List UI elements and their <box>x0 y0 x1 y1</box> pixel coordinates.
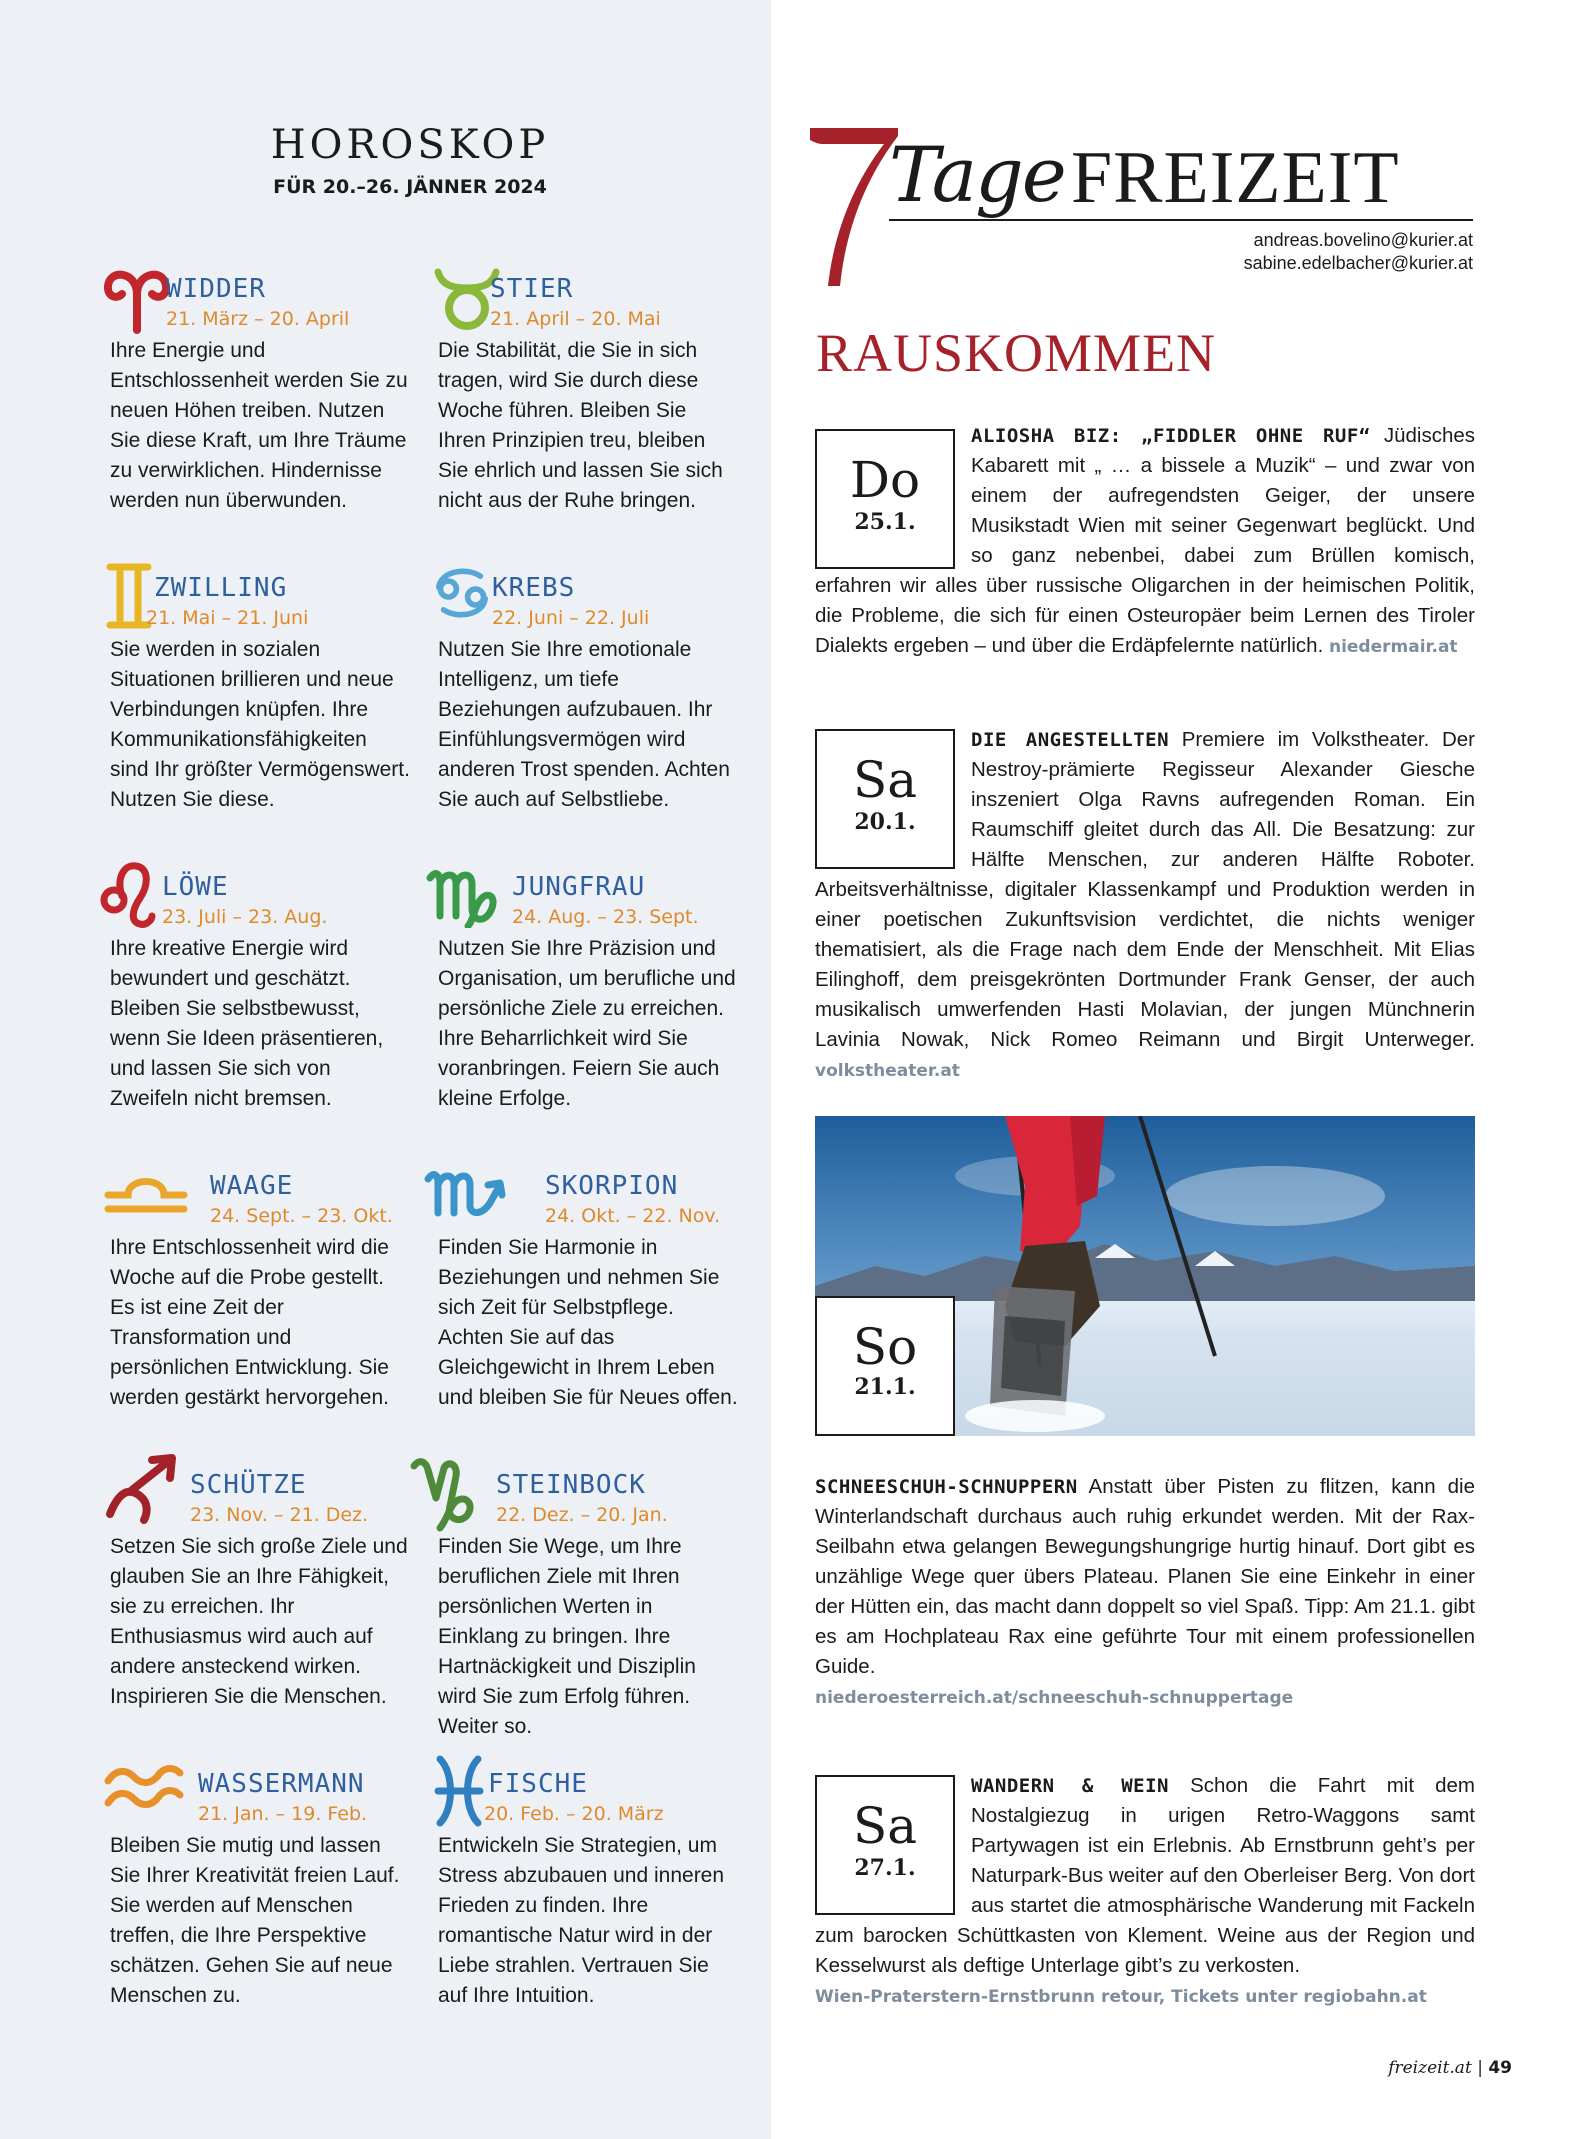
sign-text: Ihre Entschlossenheit wird die Woche auf die Probe gestellt. Es ist eine Zeit der Transformation und persönlichen Entwicklung. Sie werden gestärkt hervorgehen. <box>110 1236 389 1409</box>
sign-text: Nutzen Sie Ihre emotionale Intelligenz, um tiefe Beziehungen aufzubauen. Ihr Einfühlungsvermögen wird anderen Trost spenden. Achten Sie auch auf Selbstliebe. <box>438 638 730 811</box>
event-aliosha-biz <box>815 421 1475 662</box>
section-title: RAUSKOMMEN <box>816 323 1217 383</box>
sign-dates: 21. Mai – 21. Juni <box>146 607 309 629</box>
sign-name: LÖWE <box>162 872 229 902</box>
cancer-icon <box>434 565 490 621</box>
event-link[interactable]: niedermair.at <box>1328 637 1458 657</box>
capricorn-icon <box>410 1454 476 1534</box>
logo-rule <box>889 219 1473 221</box>
sign-dates: 21. Jan. – 19. Feb. <box>198 1803 368 1825</box>
event-text: Jüdisches Kabarett mit „ … a bissele a Muzik“ – und zwar von einem der aufregendsten Geiger, der unsere Musikstadt Wien mit seiner Gegenwart beglückt. Und so ganz nebenbei, dabei zum Brüllen komisch, erfahren wir alles über russische Oligarchen in der heimischen Politik, die Probleme, die sich für einen Osteuropäer beim Lernen des Tiroler Dialekts ergeben – und über die Erdäpfelernte natürlich. <box>815 424 1475 657</box>
sign-name: JUNGFRAU <box>512 872 646 902</box>
date-day: Sa <box>852 751 918 809</box>
sign-skorpion <box>438 1159 738 1419</box>
sign-name: FISCHE <box>488 1769 588 1799</box>
sign-text: Finden Sie Wege, um Ihre beruflichen Ziele mit Ihren persönlichen Werten in Einklang zu bringen. Ihre Hartnäckigkeit und Disziplin wird Sie zum Erfolg führen. Weiter so. <box>438 1535 696 1738</box>
event-link[interactable]: niederoesterreich.at/schneeschuh-schnuppertage <box>815 1688 1294 1708</box>
date-box <box>815 729 955 869</box>
page-number: 49 <box>1488 2058 1512 2078</box>
sign-name: SCHÜTZE <box>190 1470 307 1500</box>
event-wandern-wein <box>815 1771 1475 2012</box>
logo-tage: Tage <box>889 130 1065 219</box>
horoscope-title: HOROSKOP <box>270 122 550 168</box>
scorpio-icon <box>424 1167 508 1219</box>
sign-dates: 22. Dez. – 20. Jan. <box>496 1504 668 1526</box>
page-footer <box>1388 2058 1512 2078</box>
virgo-icon <box>426 864 502 928</box>
sign-dates: 21. April – 20. Mai <box>490 308 661 330</box>
date-number: 21.1. <box>854 1374 916 1400</box>
sign-widder <box>110 262 410 522</box>
footer-separator: | <box>1477 2058 1483 2078</box>
sign-dates: 24. Okt. – 22. Nov. <box>545 1205 721 1227</box>
date-day: So <box>852 1318 918 1376</box>
event-text: Anstatt über Pisten zu flitzen, kann die Winterlandschaft durchaus auch ruhig erkundet werden. Mit der Rax-Seilbahn etwa gelangen Bewegungshungrige hurtig hinauf. Dort gibt es unzählige Wege quer übers Plateau. Planen Sie eine Einkehr in einer der Hütten ein, das macht dann doppelt so viel Spaß. Tipp: Am 21.1. gibt es am Hochplateau Rax eine geführte Tour mit einem professionellen Guide. <box>815 1475 1475 1678</box>
event-link[interactable]: Wien-Praterstern-Ernstbrunn retour, Tickets unter regiobahn.at <box>815 1987 1427 2007</box>
sign-text: Ihre Energie und Entschlossenheit werden Sie zu neuen Höhen treiben. Nutzen Sie diese Kraft, um Ihre Träume zu verwirklichen. Hindernisse werden nun überwunden. <box>110 339 408 512</box>
date-day: Sa <box>852 1797 918 1855</box>
sign-stier <box>438 262 738 522</box>
sign-dates: 24. Sept. – 23. Okt. <box>210 1205 393 1227</box>
aries-icon <box>102 264 172 334</box>
sign-dates: 21. März – 20. April <box>166 308 350 330</box>
logo-seven <box>806 118 901 293</box>
snowshoe-photo <box>815 1116 1475 1436</box>
libra-icon <box>104 1167 188 1213</box>
event-heading: ALIOSHA BIZ: „FIDDLER OHNE RUF“ <box>971 425 1371 447</box>
date-number: 27.1. <box>854 1855 916 1881</box>
sign-dates: 24. Aug. – 23. Sept. <box>512 906 699 928</box>
date-box <box>815 1775 955 1915</box>
event-die-angestellten <box>815 725 1475 1086</box>
sign-name: WIDDER <box>166 274 266 304</box>
sign-text: Setzen Sie sich große Ziele und glauben Sie an Ihre Fähigkeit, sie zu erreichen. Ihr Enthusiasmus wird auch auf andere ansteckend wirken. Inspirieren Sie die Menschen. <box>110 1535 408 1708</box>
sign-name: STIER <box>490 274 574 304</box>
sign-dates: 23. Nov. – 21. Dez. <box>190 1504 369 1526</box>
logo-seven-text <box>806 118 807 119</box>
date-number: 25.1. <box>854 509 916 535</box>
sign-dates: 23. Juli – 23. Aug. <box>162 906 328 928</box>
horoscope-subtitle: FÜR 20.–26. JÄNNER 2024 <box>273 176 547 198</box>
sign-name: KREBS <box>492 573 576 603</box>
sign-text: Ihre kreative Energie wird bewundert und geschätzt. Bleiben Sie selbstbewusst, wenn Sie Ideen präsentieren, und lassen Sie sich von Zweifeln nicht bremsen. <box>110 937 384 1110</box>
sign-fische <box>438 1757 738 2017</box>
sign-name: WASSERMANN <box>198 1769 365 1799</box>
sign-krebs <box>438 561 738 821</box>
event-text: Schon die Fahrt mit dem Nostalgiezug in urigen Retro-Waggons samt Partywagen ist ein Erlebnis. Ab Ernstbrunn geht’s per Naturpark-Bus weiter auf den Oberleiser Berg. Von dort aus startet die atmosphärische Wanderung mit Fackeln zum barocken Schüttkasten von Klement. Weine aus der Region und Kesselwurst als deftige Unterlage gibt’s zu verkosten. <box>815 1774 1476 1977</box>
event-heading: DIE ANGESTELLTEN <box>971 729 1170 751</box>
sign-name: SKORPION <box>545 1171 679 1201</box>
sign-name: ZWILLING <box>154 573 288 603</box>
logo-freizeit: FREIZEIT <box>1071 137 1400 219</box>
sign-text: Die Stabilität, die Sie in sich tragen, wird Sie durch diese Woche führen. Bleiben Sie Ihren Prinzipien treu, bleiben Sie ehrlich und lassen Sie sich nicht aus der Ruhe bringen. <box>438 339 723 512</box>
sign-text: Sie werden in sozialen Situationen brillieren und neue Verbindungen knüpfen. Ihre Kommunikationsfähigkeiten sind Ihr größter Vermögenswert. Nutzen Sie diese. <box>110 638 410 811</box>
author-email-1[interactable]: andreas.bovelino@kurier.at <box>1253 230 1473 250</box>
sign-schuetze <box>110 1458 410 1718</box>
sagittarius-icon <box>104 1450 180 1526</box>
sign-steinbock <box>438 1458 738 1738</box>
sign-jungfrau <box>438 860 738 1120</box>
sign-wassermann <box>110 1757 410 2017</box>
sign-name: STEINBOCK <box>496 1470 646 1500</box>
author-email-2[interactable]: sabine.edelbacher@kurier.at <box>1243 253 1473 273</box>
event-schneeschuh <box>815 1472 1475 1713</box>
sign-dates: 20. Feb. – 20. März <box>484 1803 664 1825</box>
sign-text: Finden Sie Harmonie in Beziehungen und nehmen Sie sich Zeit für Selbstpflege. Achten Sie auf das Gleichgewicht in Ihrem Leben und bleiben Sie für Neues offen. <box>438 1236 738 1409</box>
leo-icon <box>100 860 158 930</box>
sign-zwilling <box>110 561 410 821</box>
event-heading: SCHNEESCHUH-SCHNUPPERN <box>815 1476 1078 1498</box>
footer-site[interactable]: freizeit.at <box>1388 2058 1472 2078</box>
date-box <box>815 429 955 569</box>
aquarius-icon <box>104 1763 184 1813</box>
sign-waage <box>110 1159 410 1419</box>
sign-name: WAAGE <box>210 1171 294 1201</box>
date-day: Do <box>849 451 921 509</box>
freizeit-column <box>771 0 1593 2139</box>
horoscope-column <box>0 0 771 2139</box>
event-text: Premiere im Volkstheater. Der Nestroy-prämierte Regisseur Alexander Giesche inszeniert Olga Ravns aufregenden Roman. Ein Raumschiff gleitet durch das All. Die Besatzung: zur Hälfte Menschen, zur anderen Hälfte Roboter. Arbeitsverhältnisse, digitaler Klassenkampf und Produktion werden in einer poetischen Zukunftsvision verdichtet, die nichts weniger thematisiert, als die Frage nach dem Ende der Menschheit. Mit Elias Eilinghoff, dem preisgekrönten Dortmunder Frank Genser, der auch musikalisch umwerfenden Hasti Molavian, der jungen Münchnerin Lavinia Nowak, Nick Romeo Reimann und Birgit Unterweger. <box>815 728 1475 1051</box>
date-box <box>815 1296 955 1436</box>
sign-dates: 22. Juni – 22. Juli <box>492 607 650 629</box>
sign-text: Bleiben Sie mutig und lassen Sie Ihrer Kreativität freien Lauf. Sie werden auf Menschen treffen, die Ihre Perspektive schätzen. Gehen Sie auf neue Menschen zu. <box>110 1834 400 2007</box>
sign-text: Nutzen Sie Ihre Präzision und Organisation, um berufliche und persönliche Ziele zu erreichen. Ihre Beharrlichkeit wird Sie voranbringen. Feiern Sie auch kleine Erfolge. <box>438 937 736 1110</box>
pisces-icon <box>434 1755 484 1827</box>
sign-loewe <box>110 860 410 1120</box>
event-link[interactable]: volkstheater.at <box>815 1061 960 1081</box>
event-heading: WANDERN & WEIN <box>971 1775 1169 1797</box>
sign-text: Entwickeln Sie Strategien, um Stress abzubauen und inneren Frieden zu finden. Ihre romantische Natur wird in der Liebe strahlen. Vertrauen Sie auf Ihre Intuition. <box>438 1834 725 2007</box>
date-number: 20.1. <box>854 809 916 835</box>
